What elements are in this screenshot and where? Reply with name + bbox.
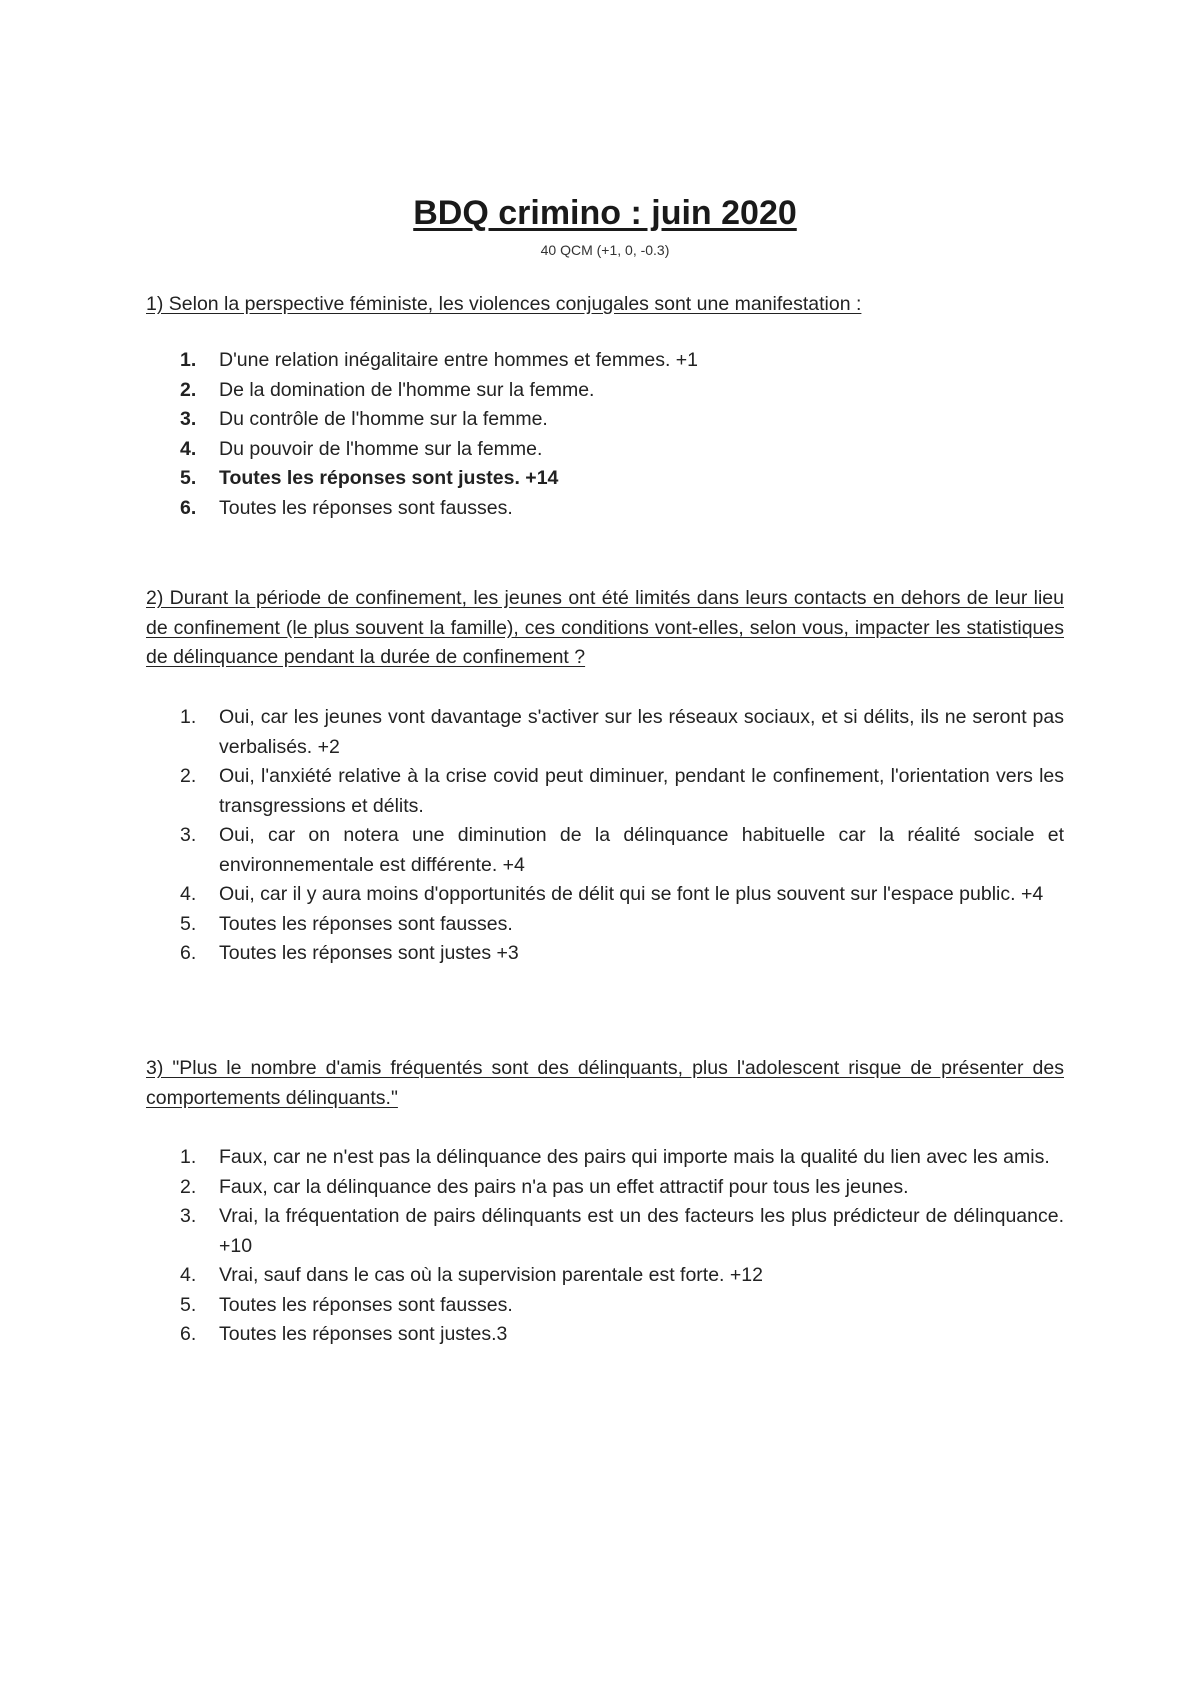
answer-item (146, 821, 1064, 880)
answer-text: D'une relation inégalitaire entre hommes et femmes. +1 (219, 349, 699, 371)
answer-item (146, 1261, 1064, 1291)
answer-text: Oui, car il y aura moins d'opportunités de délit qui se font le plus souvent sur l'espace public. +4 (219, 883, 1044, 905)
answer-number: 5. (180, 1293, 197, 1316)
answer-text: Toutes les réponses sont justes +3 (219, 942, 519, 964)
answer-text: Vrai, sauf dans le cas où la supervision parentale est forte. +12 (219, 1264, 763, 1286)
answer-number: 3. (180, 824, 197, 846)
answer-text: Toutes les réponses sont justes. +14 (219, 467, 559, 489)
answer-text: Oui, car on notera une diminution de la délinquance habituelle car la réalité sociale et environnementale est différente. +4 (219, 824, 1064, 876)
answer-number: 6. (180, 942, 197, 964)
answer-number: 2. (180, 765, 197, 787)
answer-number: 4. (180, 883, 197, 905)
answer-number: 4. (180, 1264, 197, 1286)
answer-text: Faux, car la délinquance des pairs n'a pas un effet attractif pour tous les jeunes. (219, 1175, 909, 1198)
answer-text: Toutes les réponses sont fausses. (219, 912, 513, 935)
answer-item (146, 346, 1064, 376)
answer-text: Du pouvoir de l'homme sur la femme. (219, 437, 543, 460)
question-1-text: 1) Selon la perspective féministe, les violences conjugales sont une manifestation : (146, 293, 862, 315)
answer-item (146, 910, 1064, 940)
answer-number: 2. (180, 378, 197, 401)
answer-number: 1. (180, 706, 197, 728)
document-title: BDQ crimino : juin 2020 (413, 194, 797, 232)
answer-number: 1. (180, 1146, 197, 1168)
answer-item (146, 376, 1064, 406)
answer-item (146, 939, 1064, 969)
answer-text: De la domination de l'homme sur la femme. (219, 378, 595, 401)
answer-text: Toutes les réponses sont fausses. (219, 1293, 513, 1316)
answer-item (146, 762, 1064, 821)
answer-item (146, 1320, 1064, 1350)
answer-number: 6. (180, 1323, 197, 1345)
answer-item (146, 435, 1064, 465)
answer-number: 5. (180, 467, 197, 489)
answer-item (146, 405, 1064, 435)
answer-text: Du contrôle de l'homme sur la femme. (219, 408, 548, 430)
answer-item (146, 1291, 1064, 1321)
answer-item (146, 494, 1064, 524)
answer-item (146, 880, 1064, 910)
answer-text: Faux, car ne n'est pas la délinquance des pairs qui importe mais la qualité du lien avec les amis. (219, 1146, 1050, 1168)
answer-number: 4. (180, 437, 197, 460)
answer-number: 3. (180, 408, 197, 430)
question-1-answers (146, 346, 1064, 523)
document-subtitle: 40 QCM (+1, 0, -0.3) (540, 242, 670, 258)
answer-number: 1. (180, 349, 197, 371)
answer-number: 5. (180, 912, 197, 935)
answer-item-correct (146, 464, 1064, 494)
answer-text: Vrai, la fréquentation de pairs délinquants est un des facteurs les plus prédicteur de délinquance. +10 (219, 1205, 1064, 1257)
answer-number: 3. (180, 1205, 197, 1227)
answer-text: Toutes les réponses sont justes.3 (219, 1323, 508, 1345)
answer-item (146, 1143, 1064, 1173)
question-3-text: 3) "Plus le nombre d'amis fréquentés sont des délinquants, plus l'adolescent risque de présenter des comportements délinquants." (146, 1057, 1064, 1109)
answer-item (146, 1202, 1064, 1261)
answer-item (146, 703, 1064, 762)
answer-text: Oui, car les jeunes vont davantage s'activer sur les réseaux sociaux, et si délits, ils ne seront pas verbalisés. +2 (219, 706, 1064, 758)
answer-number: 6. (180, 496, 197, 519)
question-2-answers (146, 703, 1064, 969)
question-2-text: 2) Durant la période de confinement, les jeunes ont été limités dans leurs contacts en dehors de leur lieu de confinement (le plus souvent la famille), ces conditions vont-elles, selon vous, impacter les statistiques de délinquance pendant la durée de confinement ? (146, 587, 1064, 668)
answer-item (146, 1173, 1064, 1203)
answer-number: 2. (180, 1175, 197, 1198)
answer-text: Oui, l'anxiété relative à la crise covid peut diminuer, pendant le confinement, l'orientation vers les transgressions et délits. (219, 765, 1064, 817)
question-3-answers (146, 1143, 1064, 1350)
answer-text: Toutes les réponses sont fausses. (219, 496, 513, 519)
